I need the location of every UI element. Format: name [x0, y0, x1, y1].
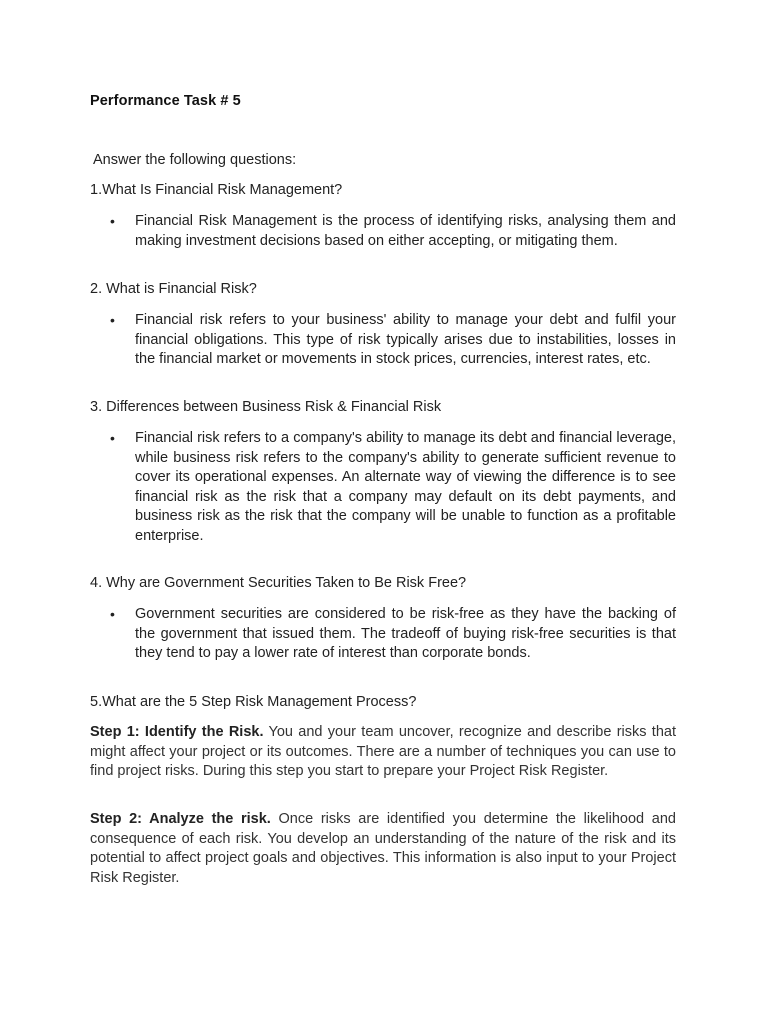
answer-3: [110, 429, 676, 546]
bullet-icon: •: [110, 606, 115, 622]
intro-text: Answer the following questions:: [93, 152, 297, 168]
bullet-icon: •: [110, 312, 115, 328]
answer-2-text: Financial risk refers to your business' ability to manage your debt and fulfil your financial obligations. This type of risk typically arises due to instabilities, losses in the financial market or movements in stock prices, currencies, interest rates, etc.: [135, 312, 676, 367]
step-2-lead: Step 2: Analyze the risk.: [90, 811, 271, 827]
document-title: Performance Task # 5: [90, 93, 241, 109]
step-2-text: Once risks are identified you determine the likelihood and consequence of each risk. You develop an understanding of the nature of the risk and its potential to affect project goals and objectives. This information is also input to your Project Risk Register.: [90, 811, 676, 886]
answer-3-text: Financial risk refers to a company's ability to manage its debt and financial leverage, while business risk refers to the company's ability to generate sufficient revenue to cover its operational expenses. An alternate way of viewing the difference is to see financial risk as the risk that a company may default on its debt payments, and business risk as the risk that the company will be unable to function as a profitable enterprise.: [135, 430, 676, 544]
bullet-icon: •: [110, 430, 115, 446]
step-1: [90, 723, 676, 782]
question-3: 3. Differences between Business Risk & Financial Risk: [90, 399, 442, 415]
question-1: 1.What Is Financial Risk Management?: [90, 182, 343, 198]
question-4: 4. Why are Government Securities Taken to Be Risk Free?: [90, 575, 467, 591]
question-5: 5.What are the 5 Step Risk Management Process?: [90, 694, 417, 710]
step-2: [90, 810, 676, 888]
bullet-icon: •: [110, 213, 115, 229]
question-2: 2. What is Financial Risk?: [90, 281, 257, 297]
step-1-text: You and your team uncover, recognize and describe risks that might affect your project or its outcomes. There are a number of techniques you can use to find project risks. During this step you start to prepare your Project Risk Register.: [90, 724, 676, 779]
answer-2: [110, 311, 676, 370]
answer-4-text: Government securities are considered to be risk-free as they have the backing of the government that issued them. The tradeoff of buying risk-free securities is that they tend to pay a lower rate of interest than corporate bonds.: [135, 606, 676, 661]
answer-1: [110, 212, 676, 251]
step-1-lead: Step 1: Identify the Risk.: [90, 724, 264, 740]
answer-1-text: Financial Risk Management is the process of identifying risks, analysing them and making investment decisions based on either accepting, or mitigating them.: [135, 213, 676, 249]
answer-4: [110, 605, 676, 664]
